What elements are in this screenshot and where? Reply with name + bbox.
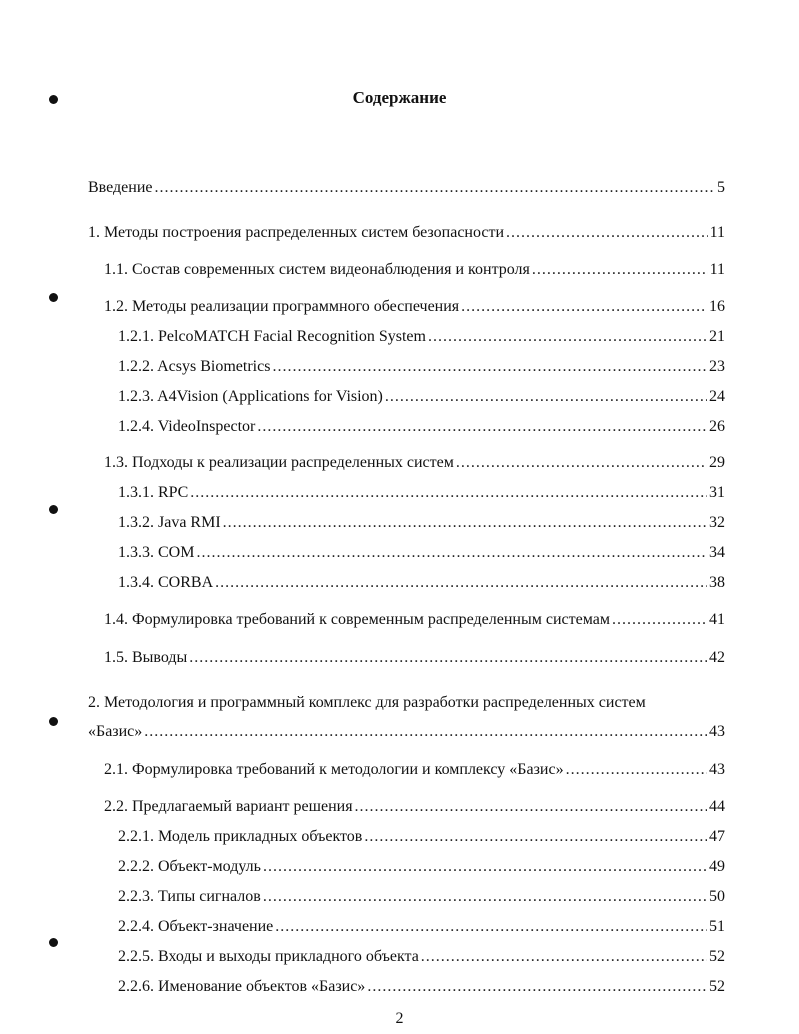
toc-leader-dots bbox=[272, 356, 707, 378]
toc-entry-page: 43 bbox=[709, 761, 725, 778]
toc-entry[interactable] bbox=[118, 826, 725, 848]
toc-entry[interactable] bbox=[104, 759, 725, 781]
toc-leader-dots bbox=[144, 721, 707, 743]
toc-leader-dots bbox=[223, 512, 707, 534]
toc-entry-label: 2.2.2. Объект-модуль bbox=[118, 858, 261, 875]
toc-entry-label: 1. Методы построения распределенных систем безопасности bbox=[88, 224, 505, 241]
toc-entry-label: 1.4. Формулировка требований к современным распределенным системам bbox=[104, 611, 610, 628]
toc-entry-page: 42 bbox=[709, 649, 725, 666]
toc-entry[interactable] bbox=[118, 386, 725, 408]
toc-entry[interactable] bbox=[118, 946, 725, 968]
toc-leader-dots bbox=[456, 452, 707, 474]
page-title: Содержание bbox=[352, 88, 447, 107]
toc-leader-dots bbox=[364, 826, 707, 848]
toc-entry-label: 1.5. Выводы bbox=[104, 649, 188, 666]
toc-leader-dots bbox=[385, 386, 707, 408]
toc-entry[interactable] bbox=[118, 416, 725, 438]
toc-entry[interactable] bbox=[104, 609, 725, 631]
toc-entry-page: 50 bbox=[709, 888, 725, 905]
toc-entry-label: 2.2.6. Именование объектов «Базис» bbox=[118, 978, 366, 995]
toc-leader-dots bbox=[263, 856, 707, 878]
toc-entry-label: 1.1. Состав современных систем видеонаблюдения и контроля bbox=[104, 261, 530, 278]
toc-entry-label: 2.2. Предлагаемый вариант решения bbox=[104, 798, 353, 815]
toc-entry-page: 43 bbox=[709, 723, 725, 740]
toc-entry-label: 1.2.4. VideoInspector bbox=[118, 418, 256, 435]
toc-entry[interactable] bbox=[118, 356, 725, 378]
punch-hole-3 bbox=[49, 505, 58, 514]
toc-entry[interactable] bbox=[104, 647, 725, 669]
toc-leader-dots bbox=[355, 796, 707, 818]
toc-leader-dots bbox=[190, 482, 707, 504]
toc-entry[interactable] bbox=[104, 452, 725, 474]
toc-entry-page: 51 bbox=[709, 918, 725, 935]
toc-entry-page: 47 bbox=[709, 828, 725, 845]
toc-entry-page: 44 bbox=[709, 798, 725, 815]
toc-entry[interactable] bbox=[104, 796, 725, 818]
toc-entry-label: 1.2.2. Acsys Biometrics bbox=[118, 358, 271, 375]
toc-leader-dots bbox=[257, 416, 707, 438]
toc-leader-dots bbox=[155, 177, 716, 199]
toc-leader-dots bbox=[263, 886, 707, 908]
toc-entry-page: 31 bbox=[709, 484, 725, 501]
toc-entry-page: 24 bbox=[709, 388, 725, 405]
toc-entry[interactable] bbox=[118, 886, 725, 908]
chapter-2-heading[interactable]: 2. Методология и программный комплекс для разработки распределенных систем bbox=[88, 694, 646, 711]
toc-leader-dots bbox=[215, 572, 707, 594]
toc-entry-label: «Базис» bbox=[88, 723, 143, 740]
toc-leader-dots bbox=[421, 946, 707, 968]
toc-entry-page: 34 bbox=[709, 544, 725, 561]
toc-leader-dots bbox=[612, 609, 707, 631]
toc-leader-dots bbox=[428, 326, 707, 348]
page-number: 2 bbox=[395, 1010, 404, 1027]
toc-entry-label: 1.2.3. A4Vision (Applications for Vision) bbox=[118, 388, 383, 405]
toc-entry-page: 23 bbox=[709, 358, 725, 375]
toc-entry-label: 1.2. Методы реализации программного обеспечения bbox=[104, 298, 460, 315]
toc-entry[interactable] bbox=[104, 296, 725, 318]
toc-entry-page: 11 bbox=[709, 224, 725, 241]
toc-entry-page: 26 bbox=[709, 418, 725, 435]
toc-entry-label: 2.2.3. Типы сигналов bbox=[118, 888, 261, 905]
toc-entry-page: 21 bbox=[709, 328, 725, 345]
toc-entry-page: 38 bbox=[709, 574, 725, 591]
toc-entry[interactable] bbox=[118, 542, 725, 564]
toc-entry-page: 49 bbox=[709, 858, 725, 875]
toc-entry-label: Введение bbox=[88, 179, 153, 196]
toc-entry-page: 11 bbox=[709, 261, 725, 278]
toc-entry[interactable] bbox=[118, 916, 725, 938]
toc-entry-page: 52 bbox=[709, 978, 725, 995]
punch-hole-4 bbox=[49, 717, 58, 726]
toc-entry-label: 1.3.4. CORBA bbox=[118, 574, 214, 591]
toc-entry[interactable] bbox=[118, 482, 725, 504]
toc-entry-page: 29 bbox=[709, 454, 725, 471]
toc-entry[interactable] bbox=[88, 222, 725, 244]
toc-entry-label: 2.2.1. Модель прикладных объектов bbox=[118, 828, 363, 845]
toc-entry-label: 1.3.1. RPC bbox=[118, 484, 189, 501]
punch-hole-2 bbox=[49, 293, 58, 302]
toc-entry-page: 52 bbox=[709, 948, 725, 965]
toc-entry-page: 41 bbox=[709, 611, 725, 628]
punch-hole-5 bbox=[49, 938, 58, 947]
toc-leader-dots bbox=[506, 222, 708, 244]
toc-entry[interactable] bbox=[118, 976, 725, 998]
toc-leader-dots bbox=[461, 296, 707, 318]
toc-leader-dots bbox=[532, 259, 708, 281]
toc-entry[interactable] bbox=[118, 326, 725, 348]
toc-leader-dots bbox=[367, 976, 707, 998]
toc-leader-dots bbox=[189, 647, 707, 669]
toc-entry-label: 1.2.1. PelcoMATCH Facial Recognition System bbox=[118, 328, 426, 345]
toc-entry[interactable] bbox=[88, 177, 725, 199]
toc-leader-dots bbox=[196, 542, 707, 564]
toc-entry-label: 1.3.2. Java RMI bbox=[118, 514, 221, 531]
toc-entry-page: 32 bbox=[709, 514, 725, 531]
toc-entry-label: 1.3. Подходы к реализации распределенных систем bbox=[104, 454, 454, 471]
toc-entry-label: 2.1. Формулировка требований к методологии и комплексу «Базис» bbox=[104, 761, 564, 778]
toc-entry-page: 5 bbox=[717, 179, 725, 196]
toc-entry-label: 2.2.5. Входы и выходы прикладного объекта bbox=[118, 948, 419, 965]
toc-entry[interactable] bbox=[118, 856, 725, 878]
toc-leader-dots bbox=[275, 916, 707, 938]
toc-entry[interactable] bbox=[118, 572, 725, 594]
toc-entry[interactable] bbox=[118, 512, 725, 534]
toc-entry-label: 1.3.3. COM bbox=[118, 544, 195, 561]
toc-leader-dots bbox=[566, 759, 707, 781]
toc-entry[interactable] bbox=[88, 721, 725, 743]
toc-entry-page: 16 bbox=[709, 298, 725, 315]
toc-entry[interactable] bbox=[104, 259, 725, 281]
toc-entry-label: 2.2.4. Объект-значение bbox=[118, 918, 274, 935]
